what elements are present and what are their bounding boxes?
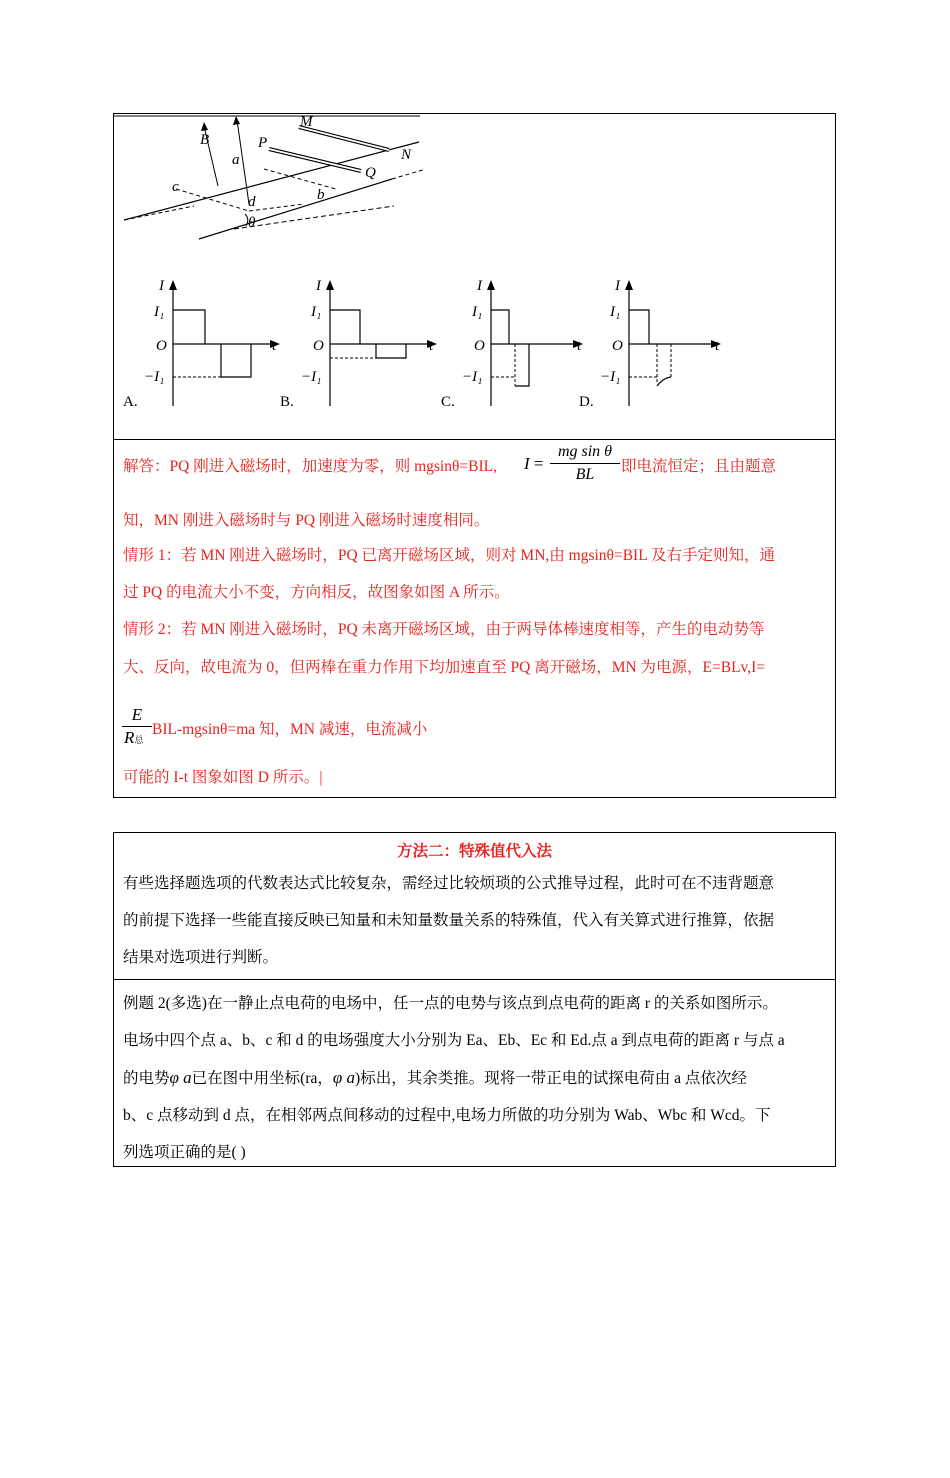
option-a-label[interactable]: A. bbox=[123, 394, 138, 410]
label-a: a bbox=[232, 152, 240, 168]
formula-e-over-r: E R总 bbox=[122, 704, 152, 751]
svg-text:t: t bbox=[577, 338, 582, 354]
divider bbox=[114, 439, 835, 440]
svg-text:I₁: I₁ bbox=[154, 304, 165, 320]
option-b-label[interactable]: B. bbox=[280, 394, 294, 410]
label-M: M bbox=[300, 114, 313, 130]
label-P: P bbox=[258, 135, 268, 151]
label-theta: θ bbox=[248, 215, 256, 231]
graph-a bbox=[139, 274, 289, 414]
example-paragraph: 例题 2(多选)在一静止点电荷的电场中，任一点的电势与该点到点电荷的距离 r 的关系如图所示。 电场中四个点 a、b、c 和 d 的电场强度大小分别为 Ea、Eb、Ec 和 Ed.点 a 到点电荷的距离 r 与点 a 的电势φ a已在图中用坐标(ra，φ a)标出，其余类推。现将一带正电的试探电荷由 a 点依次经 b、c 点移动到 d 点，在相邻两点间移动的过程中,电场力所做的功分别为 Wab、Wbc 和 Wcd。下 列选项正确的是( ) bbox=[123, 995, 785, 1161]
svg-text:O: O bbox=[156, 338, 167, 354]
svg-text:O: O bbox=[313, 338, 324, 354]
svg-text:O: O bbox=[474, 338, 485, 354]
method-paragraph: 有些选择题选项的代数表达式比较复杂，需经过比较烦琐的公式推导过程，此时可在不违背题意 的前提下选择一些能直接反映已知量和未知量数量关系的特殊值，代入有关算式进行推算，依据 结果对选项进行判断。 bbox=[123, 875, 775, 966]
label-N: N bbox=[401, 147, 412, 163]
label-Q: Q bbox=[365, 165, 376, 181]
rail-diagram bbox=[114, 114, 424, 249]
answer-line-1: 解答：PQ 刚进入磁场时，加速度为零，则 mgsinθ=BIL, bbox=[123, 458, 497, 475]
graph-d bbox=[595, 274, 745, 414]
svg-text:−I₁: −I₁ bbox=[301, 369, 322, 385]
label-c: c bbox=[172, 179, 179, 195]
svg-text:I₁: I₁ bbox=[610, 304, 621, 320]
svg-text:I₁: I₁ bbox=[472, 304, 483, 320]
graph-b bbox=[296, 274, 446, 414]
answer-line-8: 可能的 I-t 图象如图 D 所示。| bbox=[123, 769, 323, 786]
svg-text:−I₁: −I₁ bbox=[462, 369, 483, 385]
label-d: d bbox=[248, 194, 256, 210]
svg-text:−I₁: −I₁ bbox=[144, 369, 165, 385]
answer-line-6: 大、反向，故电流为 0，但两棒在重力作用下均加速直至 PQ 离开磁场，MN 为电源，E=BLv,I= bbox=[123, 659, 766, 676]
label-B: B bbox=[200, 132, 210, 148]
svg-text:I: I bbox=[316, 278, 321, 294]
rod-pq-inner bbox=[269, 149, 361, 171]
answer-line-2: 知，MN 刚进入磁场时与 PQ 刚进入磁场时速度相同。 bbox=[123, 512, 490, 529]
svg-text:t: t bbox=[272, 338, 277, 354]
answer-line-3: 情形 1：若 MN 刚进入磁场时，PQ 已离开磁场区域，则对 MN,由 mgsinθ=BIL 及右手定则知，通 bbox=[123, 547, 775, 564]
formula-fraction: $\frac{\text{mg sin θ}}{BL}$ bbox=[550, 441, 620, 486]
label-b: b bbox=[317, 187, 325, 203]
svg-text:I: I bbox=[615, 278, 620, 294]
answer-line-4: 过 PQ 的电流大小不变，方向相反，故图象如图 A 所示。 bbox=[123, 584, 510, 601]
answer-line-5: 情形 2：若 MN 刚进入磁场时，PQ 未离开磁场区域，由于两导体棒速度相等，产生的电动势等 bbox=[123, 621, 765, 638]
svg-text:I: I bbox=[159, 278, 164, 294]
answer-line-1b: 即电流恒定；且由题意 bbox=[621, 458, 777, 475]
answer-line-7: BIL-mgsinθ=ma 知，MN 减速，电流减小 bbox=[152, 721, 428, 738]
divider bbox=[114, 979, 835, 980]
rod-mn-inner bbox=[299, 127, 389, 150]
svg-text:−I₁: −I₁ bbox=[600, 369, 621, 385]
svg-text:I: I bbox=[477, 278, 482, 294]
svg-text:t: t bbox=[715, 338, 720, 354]
svg-text:t: t bbox=[429, 338, 434, 354]
svg-text:I₁: I₁ bbox=[311, 304, 322, 320]
spacer bbox=[0, 1468, 950, 1478]
rail-right bbox=[199, 179, 392, 239]
option-d-label[interactable]: D. bbox=[579, 394, 594, 410]
question-box bbox=[113, 113, 836, 798]
option-c-label[interactable]: C. bbox=[441, 394, 455, 410]
method-outline bbox=[113, 832, 836, 1167]
method-title: 方法二：特殊值代入法 bbox=[396, 843, 552, 860]
formula-I: I = bbox=[524, 454, 544, 473]
svg-text:O: O bbox=[612, 338, 623, 354]
graph-c bbox=[457, 274, 607, 414]
